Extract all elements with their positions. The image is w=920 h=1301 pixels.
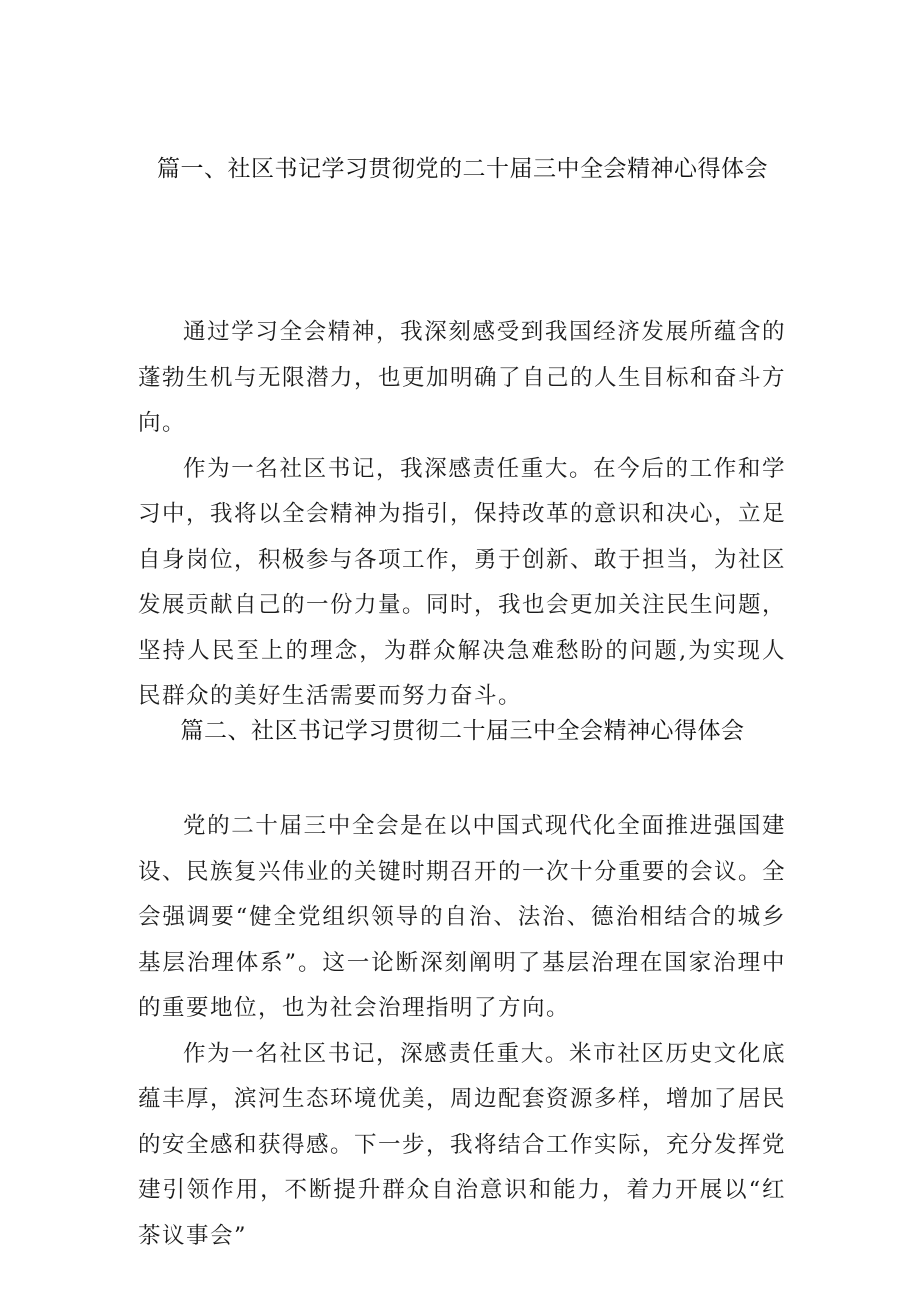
section-1-paragraph-2: 作为一名社区书记，我深感责任重大。在今后的工作和学习中，我将以全会精神为指引，保持改革的意识和决心，立足自身岗位，积极参与各项工作，勇于创新、敢于担当，为社区发展贡献自己的一份力量。同时，我也会更加关注民生问题，坚持人民至上的理念，为群众解决急难愁盼的问题,为实现人民群众的美好生活需要而努力奋斗。 (138, 455, 787, 709)
section-2-body (138, 804, 786, 1259)
section-1-title: 篇一、社区书记学习贯彻党的二十届三中全会精神心得体会 (157, 156, 768, 182)
section-1-body (138, 310, 786, 720)
section-2-title: 篇二、社区书记学习贯彻二十届三中全会精神心得体会 (180, 718, 745, 744)
section-2-paragraph-2: 作为一名社区书记，深感责任重大。米市社区历史文化底蕴丰厚，滨河生态环境优美，周边配套资源多样，增加了居民的安全感和获得感。下一步，我将结合工作实际，充分发挥党建引领作用，不断提升群众自治意识和能力，着力开展以“红茶议事会” (138, 1040, 787, 1249)
section-1-paragraph-1: 通过学习全会精神，我深刻感受到我国经济发展所蕴含的蓬勃生机与无限潜力，也更加明确了自己的人生目标和奋斗方向。 (138, 319, 787, 436)
section-2-paragraph-1: 党的二十届三中全会是在以中国式现代化全面推进强国建设、民族复兴伟业的关键时期召开的一次十分重要的会议。全会强调要“健全党组织领导的自治、法治、德治相结合的城乡基层治理体系”。这一论断深刻阐明了基层治理在国家治理中的重要地位，也为社会治理指明了方向。 (138, 813, 787, 1021)
